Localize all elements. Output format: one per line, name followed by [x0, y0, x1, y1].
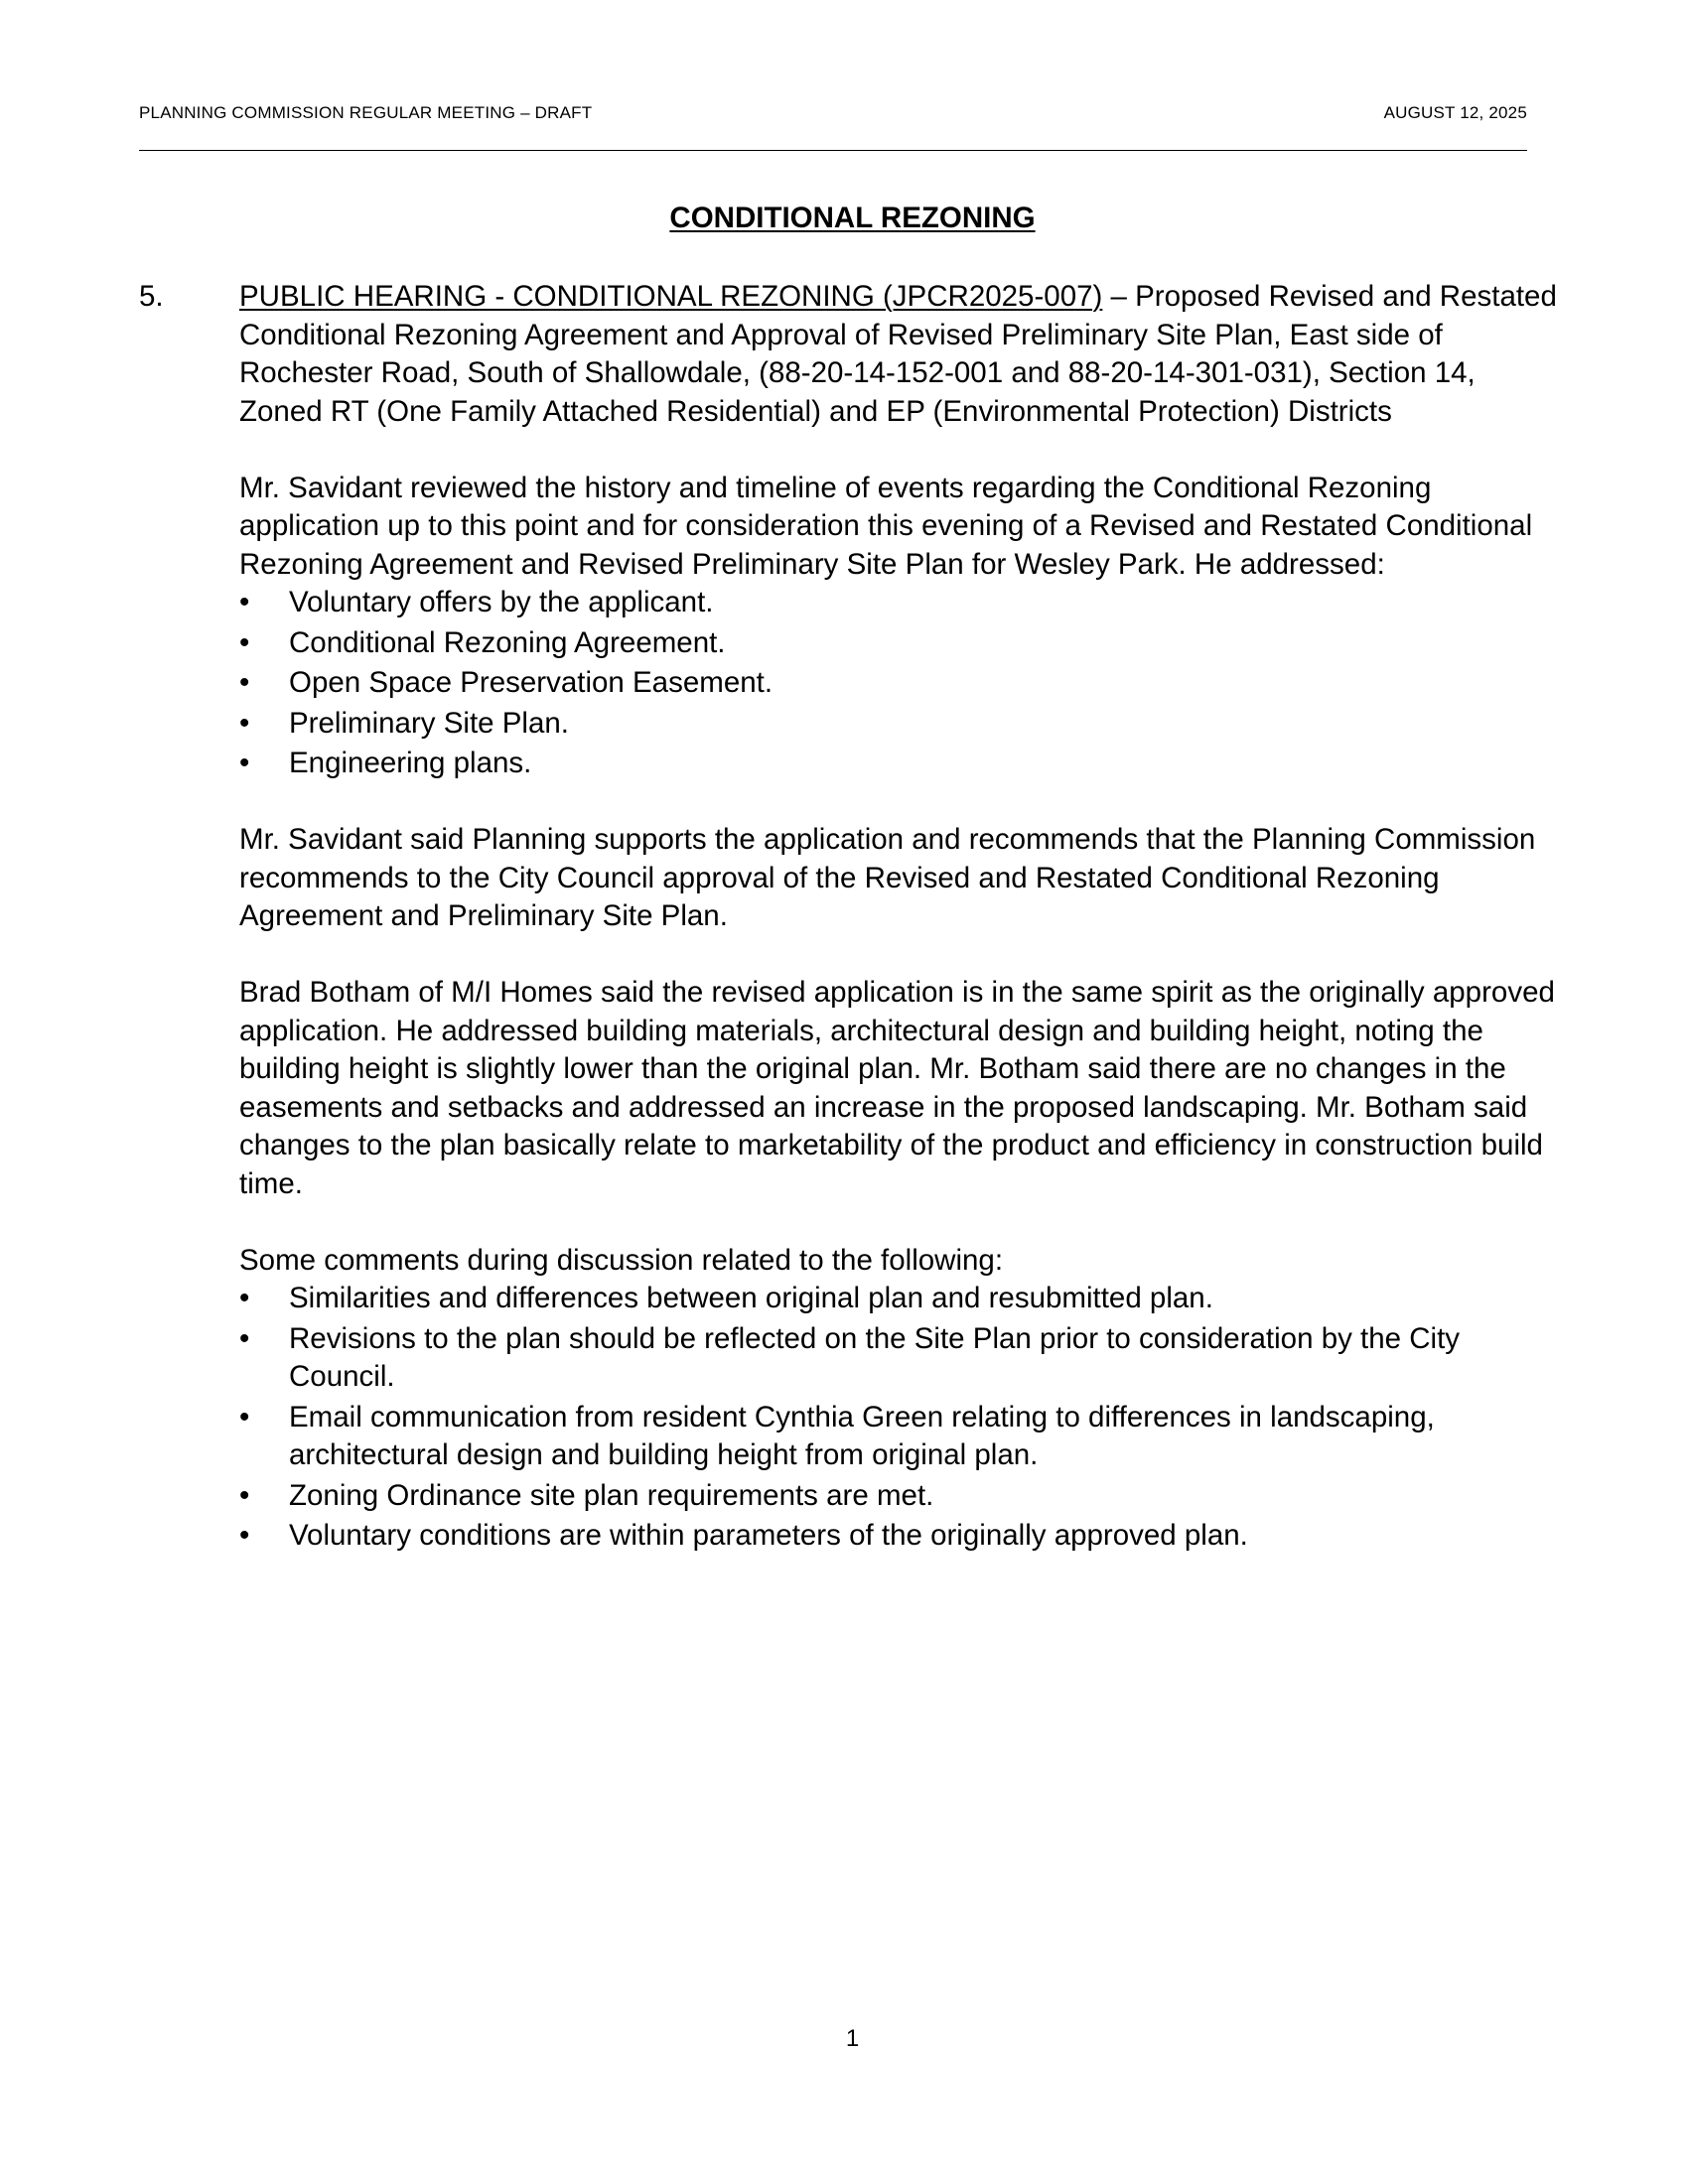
list-item: • Similarities and differences between original plan and resubmitted plan. — [239, 1280, 1560, 1318]
list-item: • Voluntary conditions are within parameters of the originally approved plan. — [239, 1517, 1560, 1556]
discussion-comments-list — [239, 1280, 1560, 1556]
item-heading — [239, 278, 1560, 431]
section-title: CONDITIONAL REZONING — [669, 202, 1036, 234]
list-item: • Conditional Rezoning Agreement. — [239, 624, 1560, 663]
list-item: • Open Space Preservation Easement. — [239, 664, 1560, 703]
item-number: 5. — [139, 280, 164, 313]
paragraph-planning-recommendation: Mr. Savidant said Planning supports the application and recommends that the Planning Commission recommends to the City Council approval of the Revised and Restated Conditional Rezoning Agreement and Preliminary Site Plan. — [239, 823, 1536, 932]
header-divider — [139, 150, 1527, 151]
paragraph-applicant-statement: Brad Botham of M/I Homes said the revised application is in the same spirit as the originally approved application. He addressed building materials, architectural design and building height, noting the building height is slightly lower than the original plan. Mr. Botham said there are no changes in the easements and setbacks and addressed an increase in the proposed landscaping. Mr. Botham said changes to the plan basically relate to marketability of the product and efficiency in construction build time. — [239, 976, 1555, 1200]
header-date: AUGUST 12, 2025 — [1383, 103, 1527, 122]
addressed-items-list — [239, 584, 1560, 783]
list-item: • Revisions to the plan should be reflected on the Site Plan prior to consideration by the City Council. — [239, 1320, 1560, 1397]
list-item: • Email communication from resident Cynthia Green relating to differences in landscaping, architectural design and building height from original plan. — [239, 1399, 1560, 1475]
list-item: • Voluntary offers by the applicant. — [239, 584, 1560, 622]
item-heading-description: – Proposed Revised and Restated Conditional Rezoning Agreement and Approval of Revised Preliminary Site Plan, East side of Rochester Road, South of Shallowdale, (88-20-14-152-001 and 88-20-14-301-031), Section 14, Zoned RT (One Family Attached Residential) and EP (Environmental Protection) Districts — [239, 280, 1557, 428]
paragraph-savidant-review: Mr. Savidant reviewed the history and timeline of events regarding the Conditional Rezoning application up to this point and for consideration this evening of a Revised and Restated Conditional Rezoning Agreement and Revised Preliminary Site Plan for Wesley Park. He addressed: — [239, 471, 1533, 581]
paragraph-discussion-intro: Some comments during discussion related to the following: — [239, 1243, 1004, 1277]
list-item: • Preliminary Site Plan. — [239, 705, 1560, 744]
header-title: PLANNING COMMISSION REGULAR MEETING – DRAFT — [139, 103, 593, 122]
item-content — [239, 278, 1560, 1593]
item-heading-title: PUBLIC HEARING - CONDITIONAL REZONING (JPCR2025-007) — [239, 280, 1103, 313]
list-item: • Zoning Ordinance site plan requirements are met. — [239, 1477, 1560, 1516]
page-number: 1 — [845, 2025, 860, 2052]
list-item: • Engineering plans. — [239, 745, 1560, 783]
